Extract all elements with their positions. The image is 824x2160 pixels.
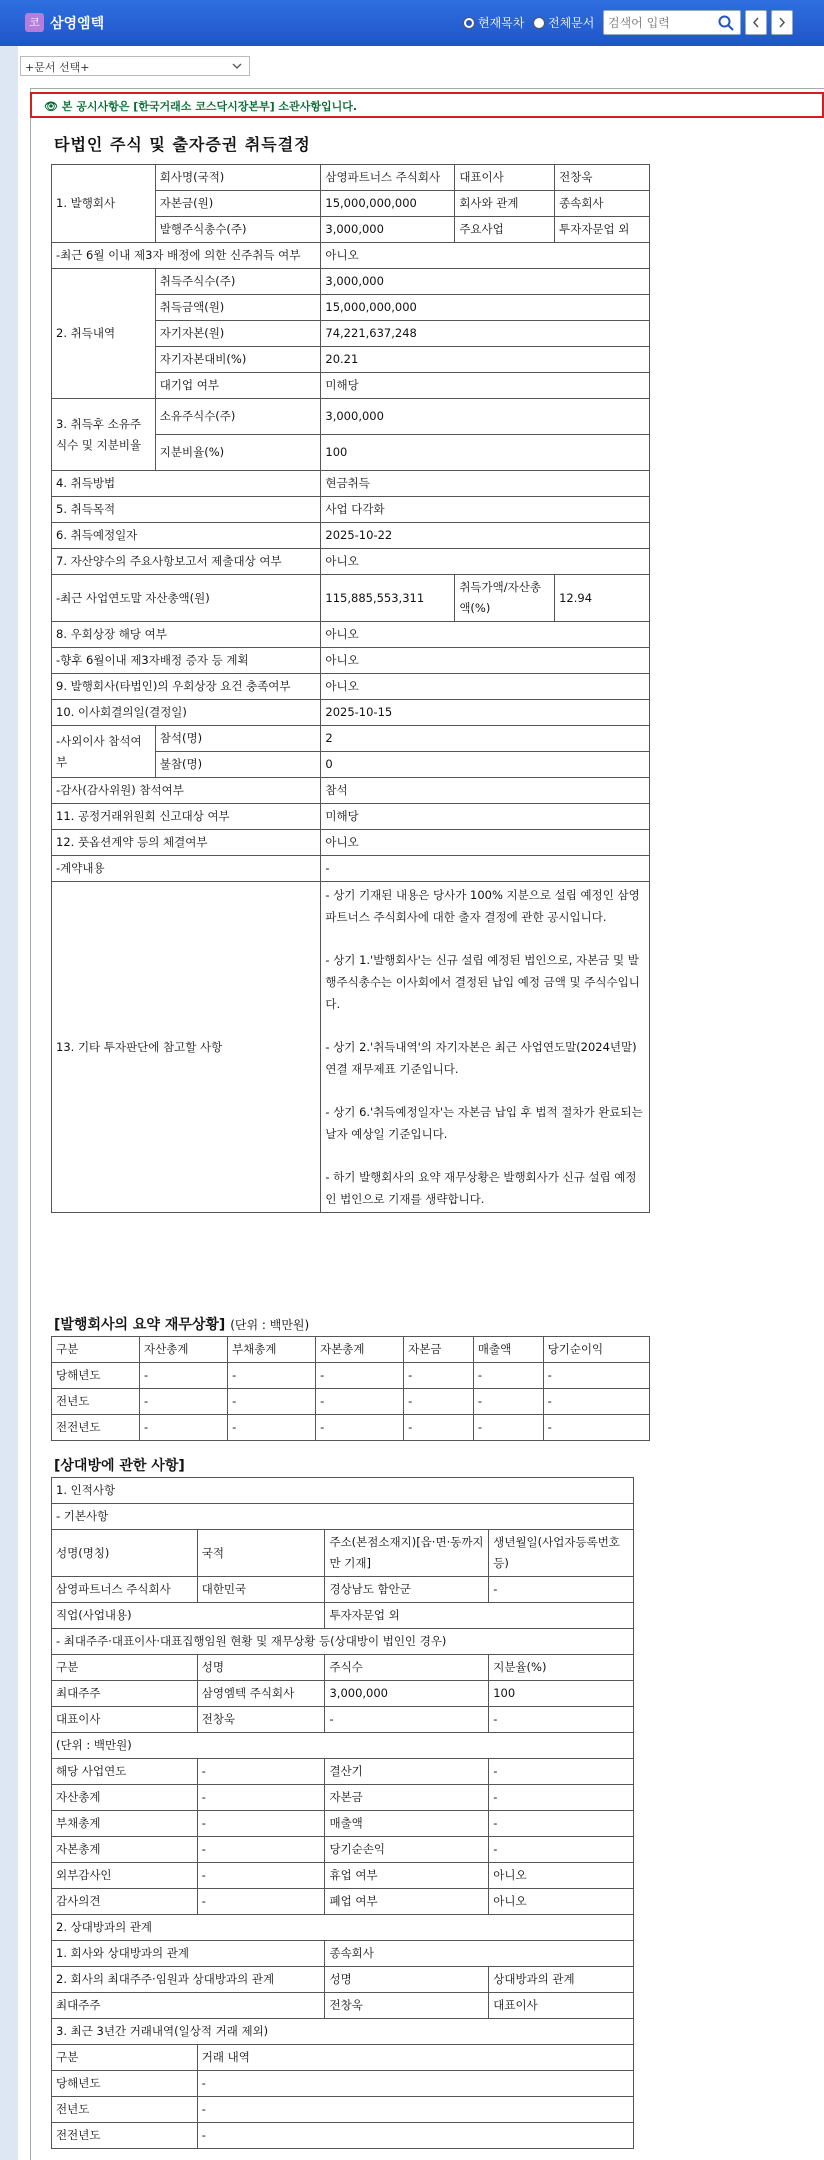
eye-icon: 👁: [44, 100, 62, 113]
company-name: 삼영엠텍: [50, 16, 105, 32]
cell: - 기본사항: [52, 1504, 634, 1530]
cell: 최대주주: [52, 1993, 325, 2019]
main-disclosure-table: [51, 164, 650, 1213]
cell: 생년월일(사업자등록번호 등): [489, 1530, 634, 1577]
cell: 10. 이사회결의일(결정일): [52, 700, 321, 726]
cell: 참석: [321, 778, 650, 804]
cell: 8. 우회상장 해당 여부: [52, 622, 321, 648]
cell: 주소(본점소재지)[읍·면·동까지만 기재]: [325, 1530, 489, 1577]
cell: 거래 내역: [197, 2045, 633, 2071]
cell: -향후 6월이내 제3자배정 증자 등 계획: [52, 648, 321, 674]
cell: 전창욱: [325, 1993, 489, 2019]
cell: -: [140, 1363, 228, 1389]
cell: 전창욱: [555, 165, 650, 191]
cell: 전년도: [52, 2097, 198, 2123]
cell: 2. 상대방과의 관계: [52, 1915, 634, 1941]
cell: 자산총계: [52, 1785, 198, 1811]
cell: 3,000,000: [321, 269, 650, 295]
cell: 구분: [52, 1655, 198, 1681]
cell: 자본금: [325, 1785, 489, 1811]
cell: 아니오: [321, 648, 650, 674]
cell: 해당 사업연도: [52, 1759, 198, 1785]
cell: 미해당: [321, 804, 650, 830]
note-paragraph: - 상기 6.'취득예정일자'는 자본금 납입 후 법적 절차가 완료되는 날자 예상일 기준입니다.: [325, 1105, 643, 1141]
scope-all-label: 전체문서: [548, 16, 595, 30]
note-paragraph: - 하기 발행회사의 요약 재무상황은 발행회사가 신규 설립 예정인 법인으로 기재를 생략합니다.: [325, 1170, 637, 1206]
scope-all-radio[interactable]: [533, 14, 594, 31]
cell: 3,000,000: [321, 399, 650, 435]
cell: 삼영파트너스 주식회사: [52, 1577, 198, 1603]
cell: 74,221,637,248: [321, 321, 650, 347]
cell: 자본금(원): [155, 191, 321, 217]
fin-heading-text: [발행회사의 요약 재무상황]: [54, 1317, 226, 1333]
cell: 대표이사: [52, 1707, 198, 1733]
cell: -: [228, 1389, 316, 1415]
cell: 4. 취득방법: [52, 471, 321, 497]
cell: 6. 취득예정일자: [52, 523, 321, 549]
cell: 소유주식수(주): [155, 399, 321, 435]
cell: 당기순손익: [325, 1837, 489, 1863]
cell: 대기업 여부: [155, 373, 321, 399]
cell: 2025-10-15: [321, 700, 650, 726]
cell: 전전년도: [52, 1415, 140, 1441]
cell: 15,000,000,000: [321, 191, 455, 217]
cell: 취득가액/자산총액(%): [455, 575, 555, 622]
cell: -감사(감사위원) 참석여부: [52, 778, 321, 804]
cell: -: [489, 1837, 634, 1863]
cell: -: [316, 1363, 404, 1389]
notice-text: 본 공시사항은 [한국거래소 코스닥시장본부] 소관사항입니다.: [61, 100, 357, 113]
cell: 자본총계: [316, 1337, 404, 1363]
cell: 12.94: [555, 575, 650, 622]
cell: 외부감사인: [52, 1863, 198, 1889]
cell: -: [473, 1415, 543, 1441]
cell: -: [489, 1707, 634, 1733]
cell: -사외이사 참석여부: [52, 726, 156, 778]
chevron-right-icon: [772, 11, 792, 34]
cell: -: [228, 1415, 316, 1441]
cell: 아니오: [321, 622, 650, 648]
cell: 아니오: [321, 549, 650, 575]
cell: 미해당: [321, 373, 650, 399]
notice-banner: [30, 92, 824, 118]
cell: 7. 자산양수의 주요사항보고서 제출대상 여부: [52, 549, 321, 575]
cell: -: [543, 1363, 649, 1389]
cell: 13. 기타 투자판단에 참고할 사항: [52, 882, 321, 1213]
cell: -: [197, 1811, 325, 1837]
note-paragraph: - 상기 2.'취득내역'의 자기자본은 최근 사업연도말(2024년말) 연결 재무제표 기준입니다.: [325, 1040, 637, 1076]
cell: 대표이사: [489, 1993, 634, 2019]
prev-result-button[interactable]: [745, 10, 767, 35]
cell: -: [404, 1415, 474, 1441]
cell: 취득주식수(주): [155, 269, 321, 295]
left-stripe: [0, 46, 18, 2160]
cell: 최대주주: [52, 1681, 198, 1707]
cell: 경상남도 함안군: [325, 1577, 489, 1603]
cell: 폐업 여부: [325, 1889, 489, 1915]
cell: 국적: [197, 1530, 325, 1577]
cell: -: [489, 1577, 634, 1603]
cell: 9. 발행회사(타법인)의 우회상장 요건 충족여부: [52, 674, 321, 700]
document-select[interactable]: [20, 56, 250, 76]
cell: 구분: [52, 2045, 198, 2071]
cell: -: [140, 1415, 228, 1441]
cell: 직업(사업내용): [52, 1603, 325, 1629]
cell: 2. 취득내역: [52, 269, 156, 399]
search-box: [603, 10, 741, 35]
cell: 발행주식총수(주): [155, 217, 321, 243]
cell: 당해년도: [52, 1363, 140, 1389]
cell: -: [473, 1363, 543, 1389]
cell: (단위 : 백만원): [52, 1733, 634, 1759]
document-title: 타법인 주식 및 출자증권 취득결정: [54, 135, 311, 154]
cell: -: [197, 2123, 633, 2149]
cell: 회사와 관계: [455, 191, 555, 217]
next-result-button[interactable]: [771, 10, 793, 35]
fin-heading: [54, 1314, 309, 1334]
search-icon[interactable]: [718, 15, 734, 31]
cell: -: [197, 2071, 633, 2097]
cell: 아니오: [489, 1863, 634, 1889]
cell: 휴업 여부: [325, 1863, 489, 1889]
cell: 종속회사: [325, 1941, 634, 1967]
cell: -: [473, 1389, 543, 1415]
cell: 자기자본(원): [155, 321, 321, 347]
cell: 자본금: [404, 1337, 474, 1363]
cell: -: [316, 1389, 404, 1415]
cell: 1. 회사와 상대방과의 관계: [52, 1941, 325, 1967]
cell: -: [489, 1785, 634, 1811]
cell: -: [325, 1707, 489, 1733]
cell: 참석(명): [155, 726, 321, 752]
cell: 부채총계: [52, 1811, 198, 1837]
cell: 삼영엠텍 주식회사: [197, 1681, 325, 1707]
cell: 2025-10-22: [321, 523, 650, 549]
cell: 매출액: [473, 1337, 543, 1363]
cell: -: [197, 1785, 325, 1811]
cell: -: [228, 1363, 316, 1389]
radio-checked-icon: [463, 17, 475, 29]
cell: 삼영파트너스 주식회사: [321, 165, 455, 191]
cell: -: [197, 1837, 325, 1863]
cell: 아니오: [321, 830, 650, 856]
cell: 감사의견: [52, 1889, 198, 1915]
cell: 100: [489, 1681, 634, 1707]
cell: -: [543, 1415, 649, 1441]
cell: 전전년도: [52, 2123, 198, 2149]
cell: 115,885,553,311: [321, 575, 455, 622]
cell: 자산총계: [140, 1337, 228, 1363]
cell: 매출액: [325, 1811, 489, 1837]
chevron-left-icon: [746, 11, 766, 34]
counterparty-heading: [상대방에 관한 사항]: [54, 1458, 185, 1474]
cell: 지분율(%): [489, 1655, 634, 1681]
document-select-value: +문서 선택+: [25, 61, 90, 74]
cell: 성명: [197, 1655, 325, 1681]
cell: -: [404, 1363, 474, 1389]
cell: 부채총계: [228, 1337, 316, 1363]
cell: -최근 사업연도말 자산총액(원): [52, 575, 321, 622]
cell: 아니오: [321, 243, 650, 269]
company-logo-icon: 코: [25, 13, 44, 32]
cell: 아니오: [321, 674, 650, 700]
radio-unchecked-icon: [533, 17, 545, 29]
cell: 100: [321, 435, 650, 471]
cell: 11. 공정거래위원회 신고대상 여부: [52, 804, 321, 830]
note-cell: [321, 882, 650, 1213]
cell: 투자자문업 외: [555, 217, 650, 243]
search-input[interactable]: [608, 14, 708, 32]
cell: 당기순이익: [543, 1337, 649, 1363]
cell: 회사명(국적): [155, 165, 321, 191]
cell: 2. 회사의 최대주주·임원과 상대방과의 관계: [52, 1967, 325, 1993]
chevron-down-icon: [231, 60, 243, 72]
cell: -: [197, 1759, 325, 1785]
cell: -: [197, 1863, 325, 1889]
cell: -: [140, 1389, 228, 1415]
cell: 상대방과의 관계: [489, 1967, 634, 1993]
cell: 1. 발행회사: [52, 165, 156, 243]
cell: 주요사업: [455, 217, 555, 243]
fin-table: [51, 1336, 650, 1441]
cell: 종속회사: [555, 191, 650, 217]
cell: 20.21: [321, 347, 650, 373]
counterparty-table: [51, 1477, 634, 2149]
cell: 대한민국: [197, 1577, 325, 1603]
note-paragraph: - 상기 1.'발행회사'는 신규 설립 예정된 법인으로, 자본금 및 발행주식총수는 이사회에서 결정된 납입 예정 금액 및 주식수입니다.: [325, 953, 640, 1011]
cell: 2: [321, 726, 650, 752]
cell: -: [543, 1389, 649, 1415]
cell: 취득금액(원): [155, 295, 321, 321]
cell: -: [404, 1389, 474, 1415]
cell: 아니오: [489, 1889, 634, 1915]
cell: 12. 풋옵션계약 등의 체결여부: [52, 830, 321, 856]
cell: 지분비율(%): [155, 435, 321, 471]
cell: -: [316, 1415, 404, 1441]
cell: 불참(명): [155, 752, 321, 778]
fin-unit: (단위 : 백만원): [230, 1318, 310, 1332]
cell: -: [321, 856, 650, 882]
cell: 15,000,000,000: [321, 295, 650, 321]
cell: - 최대주주·대표이사·대표집행임원 현황 및 재무상황 등(상대방이 법인인 경우): [52, 1629, 634, 1655]
cell: 현금취득: [321, 471, 650, 497]
cell: 자본총계: [52, 1837, 198, 1863]
cell: 5. 취득목적: [52, 497, 321, 523]
cell: 주식수: [325, 1655, 489, 1681]
cell: -최근 6월 이내 제3자 배정에 의한 신주취득 여부: [52, 243, 321, 269]
scope-current-radio[interactable]: [463, 14, 524, 31]
cell: 1. 인적사항: [52, 1478, 634, 1504]
cell: 당해년도: [52, 2071, 198, 2097]
cell: 3,000,000: [325, 1681, 489, 1707]
cell: 0: [321, 752, 650, 778]
cell: 대표이사: [455, 165, 555, 191]
cell: 자기자본대비(%): [155, 347, 321, 373]
cell: 투자자문업 외: [325, 1603, 634, 1629]
note-paragraph: - 상기 기재된 내용은 당사가 100% 지분으로 설립 예정인 삼영파트너스 주식회사에 대한 출자 결정에 관한 공시입니다.: [325, 888, 640, 924]
cell: 전창욱: [197, 1707, 325, 1733]
cell: -: [489, 1811, 634, 1837]
cell: 3. 취득후 소유주식수 및 지분비율: [52, 399, 156, 471]
cell: 성명: [325, 1967, 489, 1993]
scope-current-label: 현재목차: [478, 16, 525, 30]
cell: -계약내용: [52, 856, 321, 882]
cell: 성명(명칭): [52, 1530, 198, 1577]
cell: 사업 다각화: [321, 497, 650, 523]
cell: -: [197, 1889, 325, 1915]
cell: -: [489, 1759, 634, 1785]
cell: -: [197, 2097, 633, 2123]
cell: 전년도: [52, 1389, 140, 1415]
cell: 3. 최근 3년간 거래내역(일상적 거래 제외): [52, 2019, 634, 2045]
cell: 구분: [52, 1337, 140, 1363]
cell: 3,000,000: [321, 217, 455, 243]
top-bar: [0, 0, 824, 46]
cell: 결산기: [325, 1759, 489, 1785]
